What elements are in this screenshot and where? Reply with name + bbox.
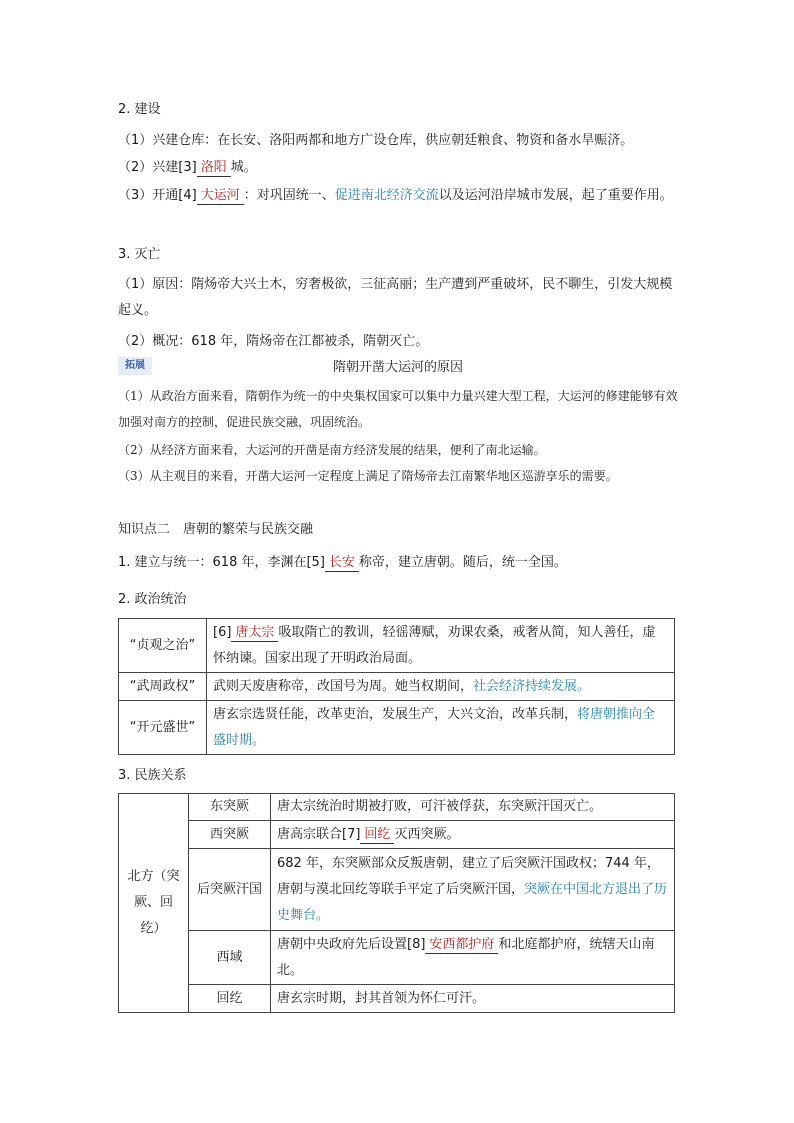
section-heading-construction: 2. 建设 bbox=[118, 102, 161, 117]
construction-item-3 bbox=[118, 183, 678, 209]
ethnic-name: 后突厥汗国 bbox=[189, 849, 271, 931]
construction-item-2 bbox=[118, 158, 257, 178]
ethnic-description bbox=[271, 821, 675, 849]
item-text: 称帝，建立唐朝。随后，统一全国。 bbox=[358, 555, 567, 570]
period-label: “开元盛世” bbox=[119, 701, 207, 755]
establishment-line bbox=[118, 553, 567, 573]
ethnic-name: 西突厥 bbox=[189, 821, 271, 849]
section-heading-fall: 3. 灭亡 bbox=[118, 247, 161, 262]
period-description bbox=[207, 673, 675, 701]
extension-paragraph-2: （2）从经济方面来看，大运河的开凿是南方经济发展的结果，便利了南北运输。 bbox=[118, 443, 546, 457]
item-text: 灭西突厥。 bbox=[394, 826, 460, 842]
item-text: 682 年，东突厥部众反叛唐朝，建立了后突厥汗国政权；744 年，唐朝与漠北回纥等联手平定了后突厥汗国， bbox=[277, 855, 660, 897]
ethnic-description bbox=[271, 931, 675, 985]
item-text: 唐玄宗选贤任能，改革吏治，发展生产，大兴文治，改革兵制， bbox=[213, 706, 578, 722]
item-text: 吸取隋亡的教训，轻徭薄赋，劝课农桑，戒奢从简，知人善任，虚怀纳谏。国家出现了开明政治局面。 bbox=[213, 624, 656, 666]
table-row bbox=[119, 931, 675, 985]
answer-blank: 大运河 bbox=[197, 187, 244, 205]
item-text: 城。 bbox=[230, 160, 257, 175]
table-row bbox=[119, 821, 675, 849]
fall-item-2: （2）概况：618 年，隋炀帝在江都被杀，隋朝灭亡。 bbox=[118, 334, 429, 349]
construction-item-1: （1）兴建仓库：在长安、洛阳两都和地方广设仓库，供应朝廷粮食、物资和备水旱赈济。 bbox=[118, 133, 634, 148]
ethnic-name: 西域 bbox=[189, 931, 271, 985]
group-label: 北方（突厥、回纥） bbox=[119, 794, 189, 1013]
highlight-text: 社会经济持续发展。 bbox=[473, 678, 591, 694]
extension-paragraph-3: （3）从主观目的来看，开凿大运河一定程度上满足了隋炀帝去江南繁华地区巡游享乐的需要。 bbox=[118, 469, 618, 483]
table-row bbox=[119, 701, 675, 755]
ethnic-heading: 3. 民族关系 bbox=[118, 768, 187, 783]
ethnic-description bbox=[271, 849, 675, 931]
table-row bbox=[119, 619, 675, 673]
table-row bbox=[119, 985, 675, 1013]
item-text: 和北庭都护府，统辖天山南北。 bbox=[277, 936, 655, 978]
period-label: “武周政权” bbox=[119, 673, 207, 701]
item-text: ：对巩固统一、 bbox=[243, 188, 335, 203]
period-description bbox=[207, 701, 675, 755]
politics-table bbox=[118, 618, 675, 755]
answer-blank: 唐太宗 bbox=[231, 624, 278, 642]
item-text: （2）兴建[3] bbox=[118, 160, 197, 175]
item-text: 武则天废唐称帝，改国号为周。她当权期间， bbox=[213, 678, 474, 694]
table-row bbox=[119, 794, 675, 821]
item-text: 以及运河沿岸城市发展，起了重要作用。 bbox=[438, 188, 673, 203]
item-text: [6] bbox=[213, 624, 232, 640]
highlight-text: 将唐朝推向全盛时期。 bbox=[213, 706, 656, 748]
answer-blank: 安西都护府 bbox=[425, 936, 498, 954]
item-text: 唐高宗联合[7] bbox=[277, 826, 361, 842]
extension-badge: 拓展 bbox=[118, 357, 152, 375]
extension-paragraph-1: （1）从政治方面来看，隋朝作为统一的中央集权国家可以集中力量兴建大型工程，大运河的修建能够有效加强对南方的控制，促进民族交融，巩固统治。 bbox=[118, 389, 678, 429]
extension-title: 隋朝开凿大运河的原因 bbox=[332, 360, 463, 375]
period-label: “贞观之治” bbox=[119, 619, 207, 673]
answer-blank: 洛阳 bbox=[197, 159, 231, 177]
knowledge-point-heading: 知识点二 唐朝的繁荣与民族交融 bbox=[118, 522, 314, 537]
table-row bbox=[119, 849, 675, 931]
highlight-text: 突厥在中国北方退出了历史舞台。 bbox=[277, 881, 668, 923]
politics-heading: 2. 政治统治 bbox=[118, 592, 187, 607]
answer-blank: 长安 bbox=[325, 554, 359, 572]
ethnic-name: 回纥 bbox=[189, 985, 271, 1013]
ethnic-name: 东突厥 bbox=[189, 794, 271, 821]
fall-item-1: （1）原因：隋炀帝大兴土木，穷奢极欲，三征高丽；生产遭到严重破坏，民不聊生，引发大规模起义。 bbox=[118, 277, 673, 318]
table-row bbox=[119, 673, 675, 701]
item-text: 唐朝中央政府先后设置[8] bbox=[277, 936, 426, 952]
period-description bbox=[207, 619, 675, 673]
item-text: （3）开通[4] bbox=[118, 188, 197, 203]
item-text: 1. 建立与统一：618 年，李渊在[5] bbox=[118, 555, 325, 570]
answer-blank: 回纥 bbox=[360, 826, 394, 844]
ethnic-table bbox=[118, 793, 675, 1013]
highlight-text: 促进南北经济交流 bbox=[334, 188, 439, 203]
ethnic-description: 唐玄宗时期，封其首领为怀仁可汗。 bbox=[271, 985, 675, 1013]
ethnic-description: 唐太宗统治时期被打败，可汗被俘获，东突厥汗国灭亡。 bbox=[271, 794, 675, 821]
